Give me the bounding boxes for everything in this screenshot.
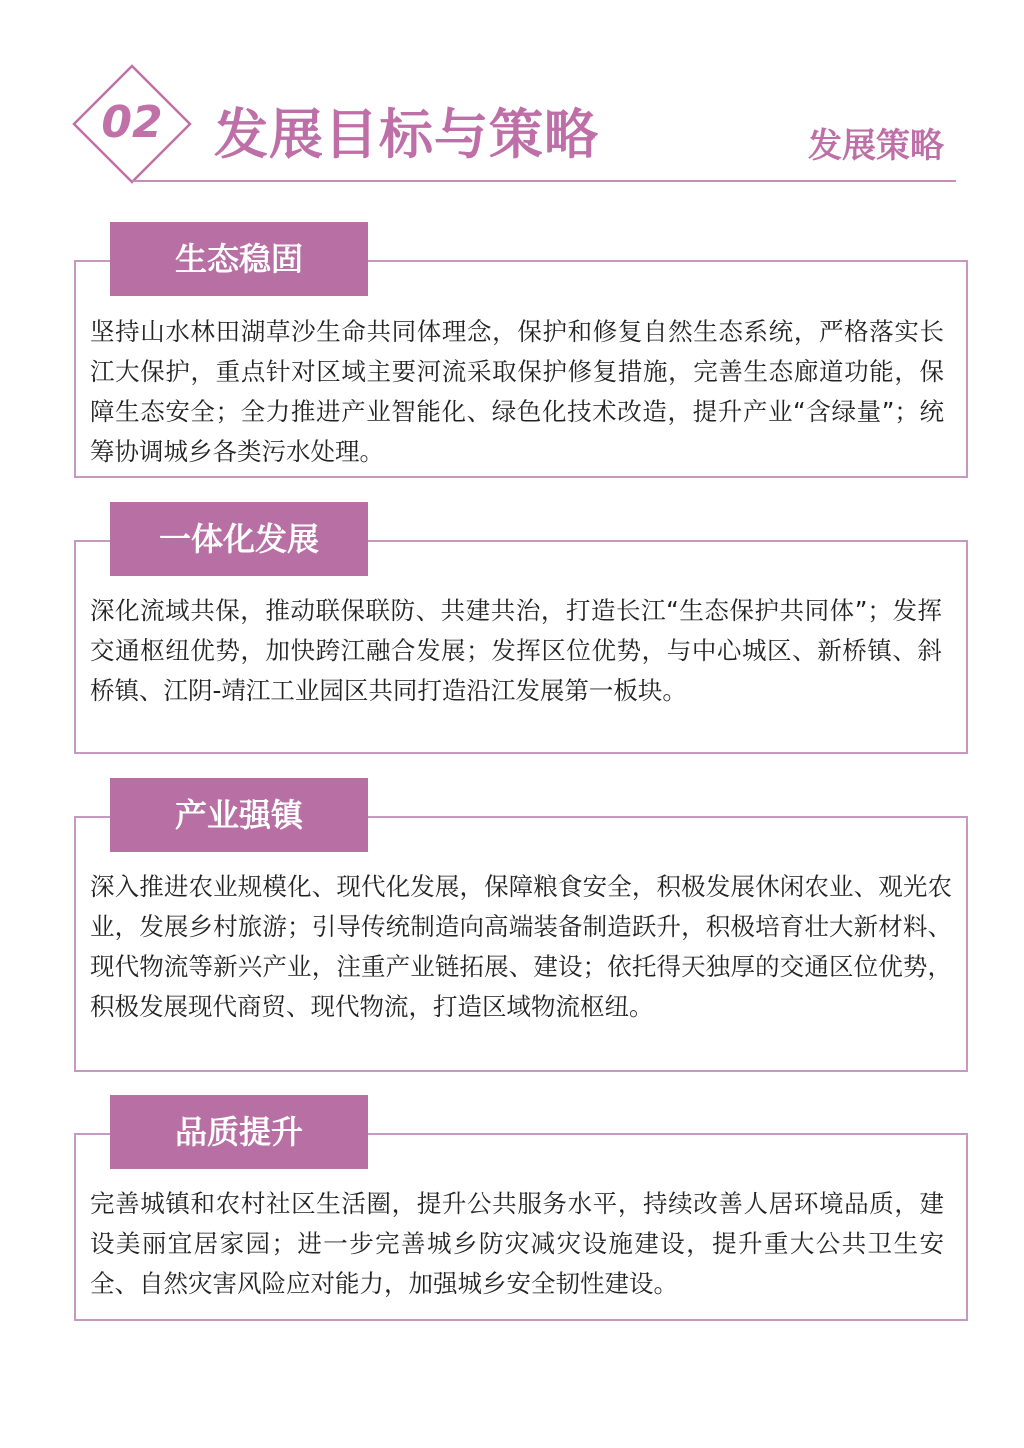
section-number: 02 <box>101 97 163 148</box>
section-title-industry: 产业强镇 <box>110 778 368 852</box>
section-title-quality: 品质提升 <box>110 1095 368 1169</box>
page-title: 发展目标与策略 <box>214 103 599 166</box>
section-text-ecology: 坚持山水林田湖草沙生命共同体理念，保护和修复自然生态系统，严格落实长江大保护，重点针对区域主要河流采取保护修复措施，完善生态廊道功能，保障生态安全；全力推进产业智能化、绿色化技术改造，提升产业“含绿量”；统筹协调城乡各类污水处理。 <box>90 317 944 466</box>
section-text-quality: 完善城镇和农村社区生活圈，提升公共服务水平，持续改善人居环境品质，建设美丽宜居家园；进一步完善城乡防灾减灾设施建设，提升重大公共卫生安全、自然灾害风险应对能力，加强城乡安全韧性建设。 <box>90 1189 944 1298</box>
page-subtitle: 发展策略 <box>808 126 944 166</box>
section-text-industry: 深入推进农业规模化、现代化发展，保障粮食安全，积极发展休闲农业、观光农业，发展乡村旅游；引导传统制造向高端装备制造跃升，积极培育壮大新材料、现代物流等新兴产业，注重产业链拓展、建设；依托得天独厚的交通区位优势，积极发展现代商贸、现代物流，打造区域物流枢纽。 <box>90 872 952 1021</box>
section-title-integration: 一体化发展 <box>110 502 368 576</box>
section-text-integration: 深化流域共保，推动联保联防、共建共治，打造长江“生态保护共同体”；发挥交通枢纽优势，加快跨江融合发展；发挥区位优势，与中心城区、新桥镇、斜桥镇、江阴-靖江工业园区共同打造沿江发展第一板块。 <box>90 596 942 705</box>
section-title-ecology: 生态稳固 <box>110 222 368 296</box>
header-divider <box>132 180 956 182</box>
